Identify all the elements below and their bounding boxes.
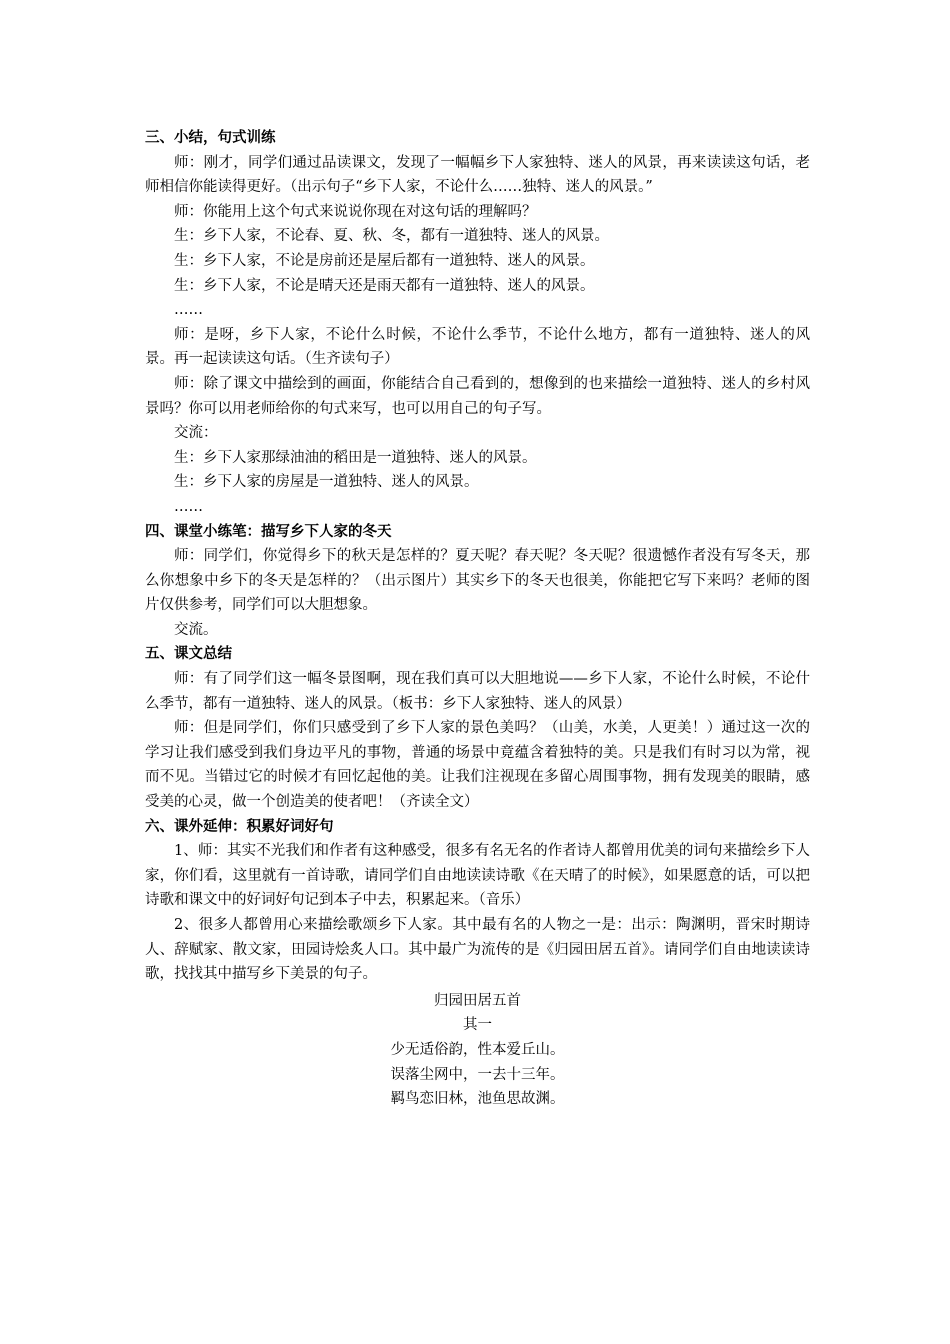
paragraph: 师：有了同学们这一幅冬景图啊，现在我们真可以大胆地说——乡下人家，不论什么时候，不论什么季节，都有一道独特、迷人的风景。（板书：乡下人家独特、迷人的风景） xyxy=(145,671,810,712)
poem-line: 误落尘网中，一去十三年。 xyxy=(390,1066,565,1083)
poem xyxy=(145,987,810,1112)
paragraph: 生：乡下人家那绿油油的稻田是一道独特、迷人的风景。 xyxy=(174,449,537,466)
section-extension xyxy=(145,815,810,987)
paragraph: 生：乡下人家的房屋是一道独特、迷人的风景。 xyxy=(174,474,479,491)
paragraph: 师：刚才，同学们通过品读课文，发现了一幅幅乡下人家独特、迷人的风景，再来读读这句话，老师相信你能读得更好。（出示句子“乡下人家，不论什么……独特、迷人的风景。” xyxy=(145,154,810,196)
section-heading: 四、课堂小练笔：描写乡下人家的冬天 xyxy=(145,523,392,540)
section-heading: 六、课外延伸：积累好词好句 xyxy=(145,818,334,835)
poem-title: 归园田居五首 xyxy=(434,992,521,1009)
section-heading: 三、小结，句式训练 xyxy=(145,130,276,146)
section-heading: 五、课文总结 xyxy=(145,646,232,663)
paragraph: 师：除了课文中描绘到的画面，你能结合自己看到的，想像到的也来描绘一道独特、迷人的乡村风景吗？你可以用老师给你的句式来写，也可以用自己的句子写。 xyxy=(145,375,810,417)
ellipsis: …… xyxy=(174,498,203,515)
paragraph: 生：乡下人家，不论是晴天还是雨天都有一道独特、迷人的风景。 xyxy=(174,277,595,294)
section-conclusion xyxy=(145,642,810,814)
paragraph: 师：但是同学们，你们只感受到了乡下人家的景色美吗？（山美，水美，人更美！）通过这一次的学习让我们感受到我们身边平凡的事物，普通的场景中竟蕴含着独特的美。只是我们有时习以为常，视而不见。当错过它的时候才有回忆起他的美。让我们注视现在多留心周围事物，拥有发现美的眼睛，感受美的心灵，做一个创造美的使者吧！（齐读全文） xyxy=(145,720,810,811)
document-page xyxy=(145,126,810,1112)
paragraph: 师：同学们，你觉得乡下的秋天是怎样的？夏天呢？春天呢？冬天呢？很遗憾作者没有写冬天，那么你想象中乡下的冬天是怎样的？（出示图片）其实乡下的冬天也很美，你能把它写下来吗？老师的图片仅供参考，同学们可以大胆想象。 xyxy=(145,548,810,614)
paragraph: 师：你能用上这个句式来说说你现在对这句话的理解吗？ xyxy=(174,203,537,220)
paragraph: 师：是呀，乡下人家，不论什么时候，不论什么季节，不论什么地方，都有一道独特、迷人的风景。再一起读读这句话。（生齐读句子） xyxy=(145,326,810,368)
poem-subtitle: 其一 xyxy=(463,1017,492,1034)
section-writing-practice xyxy=(145,520,810,643)
paragraph: 2、很多人都曾用心来描绘歌颂乡下人家。其中最有名的人物之一是：出示：陶渊明，晋宋时期诗人、辞赋家、散文家，田园诗烩炙人口。其中最广为流传的是《归园田居五首》。请同学们自由地读读诗歌，找找其中描写乡下美景的句子。 xyxy=(145,917,810,983)
paragraph: 1、师：其实不光我们和作者有这种感受，很多有名无名的作者诗人都曾用优美的词句来描绘乡下人家，你们看，这里就有一首诗歌，请同学们自由地读读诗歌《在天晴了的时候》，如果愿意的话，可以把诗歌和课文中的好词好句记到本子中去，积累起来。（音乐） xyxy=(145,843,810,909)
paragraph: 交流。 xyxy=(174,621,218,638)
poem-line: 羁鸟恋旧林，池鱼思故渊。 xyxy=(390,1091,565,1108)
ellipsis: …… xyxy=(174,302,203,319)
paragraph: 生：乡下人家，不论春、夏、秋、冬，都有一道独特、迷人的风景。 xyxy=(174,228,609,245)
paragraph: 生：乡下人家，不论是房前还是屋后都有一道独特、迷人的风景。 xyxy=(174,252,595,269)
paragraph: 交流： xyxy=(174,425,218,442)
poem-line: 少无适俗韵，性本爱丘山。 xyxy=(390,1041,565,1058)
section-summary xyxy=(145,126,810,520)
